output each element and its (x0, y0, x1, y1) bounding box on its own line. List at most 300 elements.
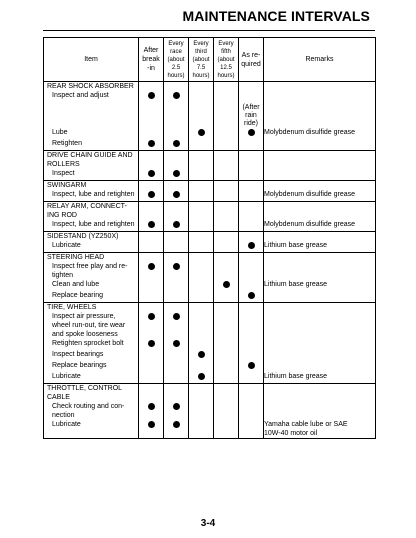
interval-cell (214, 169, 239, 181)
interval-cell (139, 291, 164, 303)
column-header-every-third (189, 38, 214, 82)
item-label (44, 91, 139, 102)
interval-cell (164, 262, 189, 280)
interval-cell (189, 128, 214, 139)
empty-cell (189, 232, 214, 242)
text-line: Every (168, 40, 184, 47)
empty-cell (264, 384, 376, 403)
filled-circle-icon (248, 129, 255, 136)
interval-cell (239, 312, 264, 339)
interval-cell (164, 312, 189, 339)
empty-cell (139, 151, 164, 170)
column-header-every-fifth (214, 38, 239, 82)
empty-cell (214, 181, 239, 191)
table-row (44, 291, 376, 303)
filled-circle-icon (223, 281, 230, 288)
empty-cell (214, 232, 239, 242)
item-label (44, 262, 139, 280)
text-line: and spoke looseness (52, 331, 118, 338)
remark-cell (264, 291, 376, 303)
text-line: (about (217, 56, 235, 63)
interval-cell (189, 91, 214, 102)
text-line: Replace bearing (52, 292, 103, 299)
section-title (44, 303, 139, 313)
empty-cell (189, 303, 214, 313)
interval-cell (239, 169, 264, 181)
item-label (44, 139, 139, 151)
interval-cell (189, 361, 214, 372)
table-row (44, 361, 376, 372)
text-line: STEERING HEAD (47, 254, 105, 261)
interval-cell (239, 220, 264, 232)
interval-cell (214, 91, 239, 102)
section-title-row (44, 253, 376, 263)
remark-cell (264, 190, 376, 202)
interval-cell (164, 91, 189, 102)
text-line: RELAY ARM, CONNECT- (47, 203, 127, 210)
filled-circle-icon (198, 351, 205, 358)
filled-circle-icon (173, 140, 180, 147)
interval-cell (164, 361, 189, 372)
interval-cell (214, 350, 239, 361)
text-line: quired (241, 60, 261, 68)
text-line: ride) (243, 120, 258, 127)
interval-cell (164, 372, 189, 384)
text-line: Molybdenum disulfide grease (264, 221, 356, 228)
remark-cell (264, 350, 376, 361)
empty-cell (239, 151, 264, 170)
interval-cell (139, 280, 164, 291)
interval-cell (239, 190, 264, 202)
text-line: Lubricate (52, 373, 81, 380)
interval-cell (189, 339, 214, 350)
interval-cell (239, 420, 264, 439)
text-line: Check routing and con- (52, 403, 125, 410)
item-label (44, 128, 139, 139)
section-title-row (44, 181, 376, 191)
item-label (44, 102, 139, 128)
item-label (44, 361, 139, 372)
interval-cell (139, 190, 164, 202)
filled-circle-icon (173, 263, 180, 270)
interval-cell (239, 262, 264, 280)
remark-cell (264, 420, 376, 439)
text-line: THROTTLE, CONTROL (47, 385, 123, 392)
interval-cell (214, 312, 239, 339)
text-line: Lube (52, 129, 68, 136)
item-label (44, 339, 139, 350)
section-title-row (44, 82, 376, 92)
empty-cell (164, 151, 189, 170)
section-title (44, 253, 139, 263)
empty-cell (239, 253, 264, 263)
empty-cell (164, 384, 189, 403)
table-row (44, 262, 376, 280)
empty-cell (189, 82, 214, 92)
filled-circle-icon (248, 292, 255, 299)
text-line: race (170, 48, 182, 55)
interval-cell (214, 102, 239, 128)
filled-circle-icon (148, 221, 155, 228)
text-line: CABLE (47, 394, 70, 401)
interval-cell (214, 241, 239, 253)
interval-cell (189, 220, 214, 232)
empty-cell (214, 202, 239, 221)
interval-cell (189, 139, 214, 151)
interval-cell (139, 91, 164, 102)
interval-cell (139, 241, 164, 253)
empty-cell (139, 232, 164, 242)
interval-cell (139, 402, 164, 420)
interval-cell (164, 169, 189, 181)
table-body (44, 82, 376, 439)
empty-cell (214, 82, 239, 92)
text-line: After (143, 47, 159, 54)
section-title-row (44, 151, 376, 170)
empty-cell (264, 181, 376, 191)
remark-cell (264, 169, 376, 181)
header-divider (43, 30, 375, 31)
interval-note (239, 102, 263, 128)
empty-cell (239, 384, 264, 403)
remark-cell (264, 102, 376, 128)
item-label (44, 169, 139, 181)
item-label (44, 402, 139, 420)
empty-cell (139, 82, 164, 92)
text-line: Inspect and adjust (52, 92, 109, 99)
interval-cell (214, 280, 239, 291)
interval-cell (164, 420, 189, 439)
interval-cell (189, 291, 214, 303)
interval-cell (239, 291, 264, 303)
interval-cell (214, 402, 239, 420)
interval-cell (164, 280, 189, 291)
column-header-item: Item (44, 38, 139, 82)
text-line: ING ROD (47, 212, 77, 219)
interval-cell (164, 291, 189, 303)
text-line: ROLLERS (47, 161, 80, 168)
column-header-as-required (239, 38, 264, 82)
text-line: Inspect, lube and retighten (52, 191, 135, 198)
section-title (44, 202, 139, 221)
empty-cell (239, 303, 264, 313)
filled-circle-icon (148, 263, 155, 270)
interval-cell (214, 262, 239, 280)
table-row (44, 350, 376, 361)
text-line: Every (218, 40, 234, 47)
column-header-every-race (164, 38, 189, 82)
table-row (44, 312, 376, 339)
table-row (44, 128, 376, 139)
empty-cell (189, 151, 214, 170)
interval-cell (164, 128, 189, 139)
empty-cell (164, 202, 189, 221)
interval-cell (189, 420, 214, 439)
column-header-after-break-in (139, 38, 164, 82)
text-line: hours) (192, 72, 210, 79)
interval-cell (164, 220, 189, 232)
table-row (44, 402, 376, 420)
table-row (44, 169, 376, 181)
interval-cell (139, 372, 164, 384)
empty-cell (214, 151, 239, 170)
filled-circle-icon (248, 242, 255, 249)
text-line: (After (242, 104, 260, 111)
filled-circle-icon (148, 92, 155, 99)
text-line: hours) (217, 72, 235, 79)
table-row (44, 372, 376, 384)
page-number: 3-4 (200, 518, 216, 529)
interval-cell (214, 372, 239, 384)
filled-circle-icon (173, 221, 180, 228)
interval-cell (189, 402, 214, 420)
text-line: 7.5 (196, 64, 206, 71)
interval-cell (239, 102, 264, 128)
page-title: MAINTENANCE INTERVALS (182, 8, 370, 24)
interval-cell (214, 190, 239, 202)
filled-circle-icon (173, 403, 180, 410)
interval-cell (189, 262, 214, 280)
interval-cell (189, 280, 214, 291)
section-title (44, 181, 139, 191)
item-label (44, 312, 139, 339)
remark-cell (264, 220, 376, 232)
item-label (44, 291, 139, 303)
interval-cell (139, 220, 164, 232)
remark-cell (264, 128, 376, 139)
interval-cell (139, 420, 164, 439)
interval-cell (139, 339, 164, 350)
column-header-remarks: Remarks (264, 38, 376, 82)
text-line: Inspect, lube and retighten (52, 221, 135, 228)
filled-circle-icon (173, 340, 180, 347)
empty-cell (214, 303, 239, 313)
section-title (44, 384, 139, 403)
interval-cell (214, 220, 239, 232)
empty-cell (264, 303, 376, 313)
text-line: TIRE, WHEELS (47, 304, 97, 311)
filled-circle-icon (148, 403, 155, 410)
text-line: third (195, 48, 207, 55)
interval-cell (239, 241, 264, 253)
interval-cell (214, 420, 239, 439)
empty-cell (139, 384, 164, 403)
text-line: Lubricate (52, 421, 81, 428)
section-title-row (44, 384, 376, 403)
text-line: fifth (221, 48, 231, 55)
filled-circle-icon (198, 129, 205, 136)
text-line: nection (52, 412, 75, 419)
interval-cell (214, 339, 239, 350)
interval-cell (139, 128, 164, 139)
empty-cell (264, 151, 376, 170)
text-line: Yamaha cable lube or SAE (264, 421, 348, 428)
interval-cell (189, 190, 214, 202)
empty-cell (164, 181, 189, 191)
filled-circle-icon (173, 191, 180, 198)
filled-circle-icon (148, 340, 155, 347)
table-row (44, 91, 376, 102)
item-label (44, 220, 139, 232)
interval-cell (164, 350, 189, 361)
interval-cell (214, 361, 239, 372)
interval-cell (239, 402, 264, 420)
table-row (44, 280, 376, 291)
interval-cell (189, 372, 214, 384)
maintenance-table (43, 37, 376, 439)
section-title (44, 82, 139, 92)
empty-cell (264, 202, 376, 221)
text-line: 10W-40 motor oil (264, 430, 318, 437)
remark-cell (264, 402, 376, 420)
table-row (44, 190, 376, 202)
section-title (44, 232, 139, 242)
text-line: Molybdenum disulfide grease (264, 191, 356, 198)
table-row (44, 241, 376, 253)
text-line: -in (147, 65, 155, 72)
empty-cell (189, 253, 214, 263)
text-line: Lithium base grease (264, 373, 328, 380)
text-line: rain (245, 112, 257, 119)
remark-cell (264, 312, 376, 339)
interval-cell (239, 139, 264, 151)
empty-cell (189, 202, 214, 221)
interval-cell (139, 102, 164, 128)
interval-cell (164, 339, 189, 350)
text-line: As re- (241, 51, 261, 59)
interval-cell (139, 169, 164, 181)
interval-cell (239, 350, 264, 361)
text-line: break (142, 56, 160, 63)
item-label (44, 420, 139, 439)
text-line: Every (193, 40, 209, 47)
empty-cell (239, 82, 264, 92)
empty-cell (164, 253, 189, 263)
interval-cell (189, 350, 214, 361)
interval-cell (189, 241, 214, 253)
text-line: Lubricate (52, 242, 81, 249)
empty-cell (139, 303, 164, 313)
filled-circle-icon (173, 313, 180, 320)
filled-circle-icon (148, 313, 155, 320)
text-line: SWINGARM (47, 182, 87, 189)
table-row (44, 139, 376, 151)
filled-circle-icon (148, 140, 155, 147)
interval-cell (189, 169, 214, 181)
remark-cell (264, 361, 376, 372)
item-label (44, 241, 139, 253)
text-line: Inspect free play and re- (52, 263, 128, 270)
interval-cell (239, 361, 264, 372)
interval-cell (139, 350, 164, 361)
empty-cell (214, 384, 239, 403)
interval-cell (139, 139, 164, 151)
remark-cell (264, 339, 376, 350)
empty-cell (239, 202, 264, 221)
interval-cell (214, 128, 239, 139)
table-row (44, 339, 376, 350)
filled-circle-icon (148, 421, 155, 428)
remark-cell (264, 139, 376, 151)
interval-cell (239, 91, 264, 102)
interval-cell (164, 139, 189, 151)
text-line: SIDESTAND (YZ250X) (47, 233, 119, 240)
table-row (44, 420, 376, 439)
empty-cell (264, 82, 376, 92)
text-line: (about (192, 56, 210, 63)
text-line: Inspect bearings (52, 351, 104, 358)
interval-cell (139, 262, 164, 280)
item-label (44, 372, 139, 384)
filled-circle-icon (248, 362, 255, 369)
filled-circle-icon (148, 170, 155, 177)
interval-cell (239, 280, 264, 291)
empty-cell (164, 82, 189, 92)
interval-cell (139, 361, 164, 372)
interval-cell (164, 190, 189, 202)
text-line: Lithium base grease (264, 242, 328, 249)
interval-cell (164, 241, 189, 253)
text-line: Lithium base grease (264, 281, 328, 288)
empty-cell (164, 303, 189, 313)
remark-cell (264, 241, 376, 253)
text-line: Inspect air pressure, (52, 313, 116, 320)
table-row (44, 220, 376, 232)
empty-cell (139, 202, 164, 221)
filled-circle-icon (173, 92, 180, 99)
interval-cell (239, 372, 264, 384)
text-line: Inspect (52, 170, 75, 177)
empty-cell (264, 253, 376, 263)
interval-cell (239, 339, 264, 350)
interval-cell (189, 102, 214, 128)
filled-circle-icon (173, 170, 180, 177)
text-line: tighten (52, 272, 74, 279)
table-row (44, 102, 376, 128)
item-label (44, 350, 139, 361)
section-title-row (44, 303, 376, 313)
interval-cell (214, 139, 239, 151)
section-title-row (44, 232, 376, 242)
text-line: (about (167, 56, 185, 63)
item-label (44, 280, 139, 291)
interval-cell (164, 402, 189, 420)
empty-cell (214, 253, 239, 263)
empty-cell (164, 232, 189, 242)
text-line: DRIVE CHAIN GUIDE AND (47, 152, 133, 159)
remark-cell (264, 262, 376, 280)
interval-cell (164, 102, 189, 128)
text-line: Molybdenum disulfide grease (264, 129, 356, 136)
text-line: hours) (167, 72, 185, 79)
filled-circle-icon (173, 421, 180, 428)
empty-cell (239, 232, 264, 242)
text-line: Retighten sprocket bolt (52, 340, 124, 347)
interval-cell (189, 312, 214, 339)
empty-cell (189, 384, 214, 403)
filled-circle-icon (148, 191, 155, 198)
interval-cell (139, 312, 164, 339)
empty-cell (189, 181, 214, 191)
text-line: REAR SHOCK ABSORBER (47, 83, 134, 90)
filled-circle-icon (198, 373, 205, 380)
text-line: 12.5 (220, 64, 232, 71)
remark-cell (264, 372, 376, 384)
empty-cell (239, 181, 264, 191)
text-line: wheel run-out, tire wear (52, 322, 126, 329)
empty-cell (139, 253, 164, 263)
remark-cell (264, 280, 376, 291)
